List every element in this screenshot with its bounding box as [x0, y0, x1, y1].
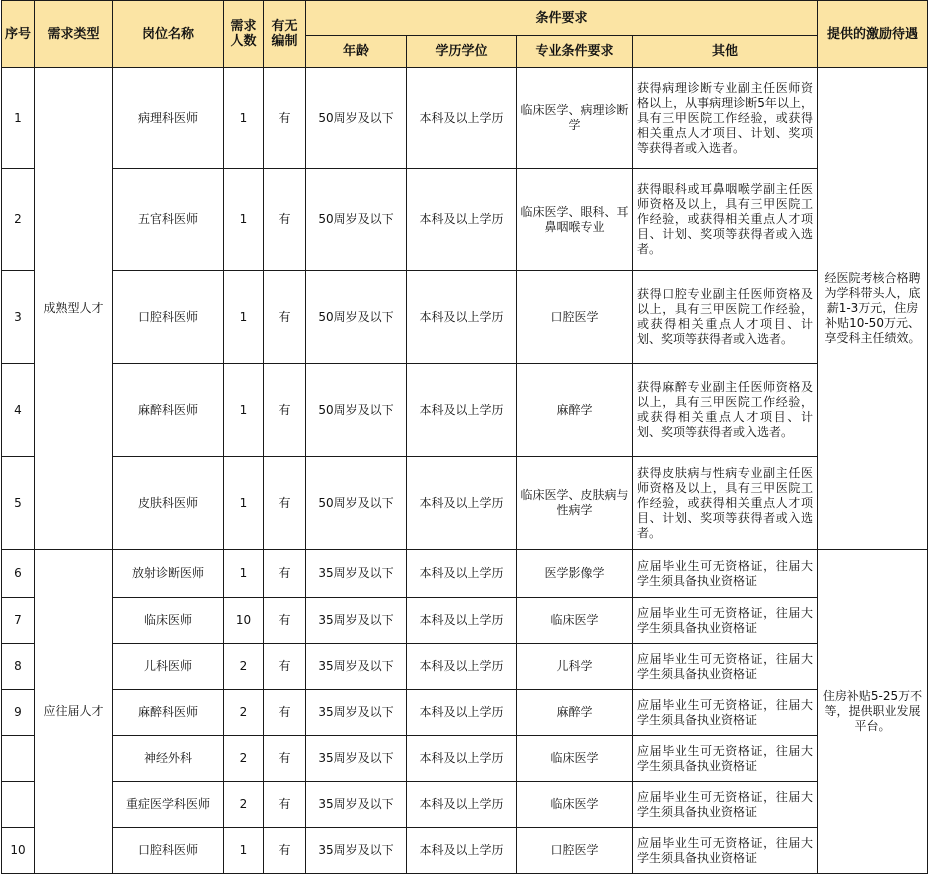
other-cell: 应届毕业生可无资格证，往届大学生须具备执业资格证	[633, 598, 818, 644]
major-cell: 口腔医学	[517, 271, 633, 364]
staffing-cell: 有	[264, 598, 306, 644]
other-cell: 应届毕业生可无资格证，往届大学生须具备执业资格证	[633, 550, 818, 598]
table-row	[2, 550, 928, 598]
age-cell: 50周岁及以下	[306, 457, 407, 550]
other-cell: 获得麻醉专业副主任医师资格及以上，具有三甲医院工作经验，或获得相关重点人才项目、计划、奖项等获得者或入选者。	[633, 364, 818, 457]
other-cell: 获得病理诊断专业副主任医师资格以上，从事病理诊断5年以上，具有三甲医院工作经验，或获得相关重点人才项目、计划、奖项等获得者或入选者。	[633, 68, 818, 169]
education-cell: 本科及以上学历	[407, 598, 517, 644]
age-cell: 35周岁及以下	[306, 690, 407, 736]
header-staffing: 有无编制	[264, 1, 306, 68]
age-cell: 50周岁及以下	[306, 364, 407, 457]
major-cell: 儿科学	[517, 644, 633, 690]
demand-type-cell: 应往届人才	[35, 550, 113, 874]
age-cell: 35周岁及以下	[306, 550, 407, 598]
table-row	[2, 644, 928, 690]
count-cell: 1	[224, 550, 264, 598]
staffing-cell: 有	[264, 457, 306, 550]
staffing-cell: 有	[264, 782, 306, 828]
seq-cell	[2, 782, 35, 828]
staffing-cell: 有	[264, 271, 306, 364]
other-cell: 应届毕业生可无资格证，往届大学生须具备执业资格证	[633, 690, 818, 736]
recruitment-table	[1, 0, 928, 874]
other-cell: 获得眼科或耳鼻咽喉学副主任医师资格及以上，具有三甲医院工作经验，或获得相关重点人才项目、计划、奖项等获得者或入选者。	[633, 169, 818, 271]
major-cell: 临床医学、病理诊断学	[517, 68, 633, 169]
position-cell: 临床医师	[113, 598, 224, 644]
other-cell: 获得口腔专业副主任医师资格及以上，具有三甲医院工作经验，或获得相关重点人才项目、计划、奖项等获得者或入选者。	[633, 271, 818, 364]
table-row	[2, 364, 928, 457]
table-row	[2, 169, 928, 271]
staffing-cell: 有	[264, 169, 306, 271]
staffing-cell: 有	[264, 736, 306, 782]
major-cell: 医学影像学	[517, 550, 633, 598]
position-cell: 神经外科	[113, 736, 224, 782]
count-cell: 2	[224, 736, 264, 782]
position-cell: 麻醉科医师	[113, 690, 224, 736]
table-row	[2, 828, 928, 874]
education-cell: 本科及以上学历	[407, 828, 517, 874]
count-cell: 1	[224, 68, 264, 169]
major-cell: 临床医学	[517, 782, 633, 828]
count-cell: 2	[224, 782, 264, 828]
age-cell: 35周岁及以下	[306, 782, 407, 828]
seq-cell: 6	[2, 550, 35, 598]
seq-cell: 1	[2, 68, 35, 169]
staffing-cell: 有	[264, 644, 306, 690]
seq-cell: 3	[2, 271, 35, 364]
position-cell: 重症医学科医师	[113, 782, 224, 828]
position-cell: 病理科医师	[113, 68, 224, 169]
benefit-cell: 住房补贴5-25万不等，提供职业发展平台。	[818, 550, 928, 874]
header-seq: 序号	[2, 1, 35, 68]
count-cell: 10	[224, 598, 264, 644]
staffing-cell: 有	[264, 550, 306, 598]
header-position: 岗位名称	[113, 1, 224, 68]
count-cell: 1	[224, 271, 264, 364]
staffing-cell: 有	[264, 364, 306, 457]
benefit-cell: 经医院考核合格聘为学科带头人，底薪1-3万元，住房补贴10-50万元、享受科主任绩效。	[818, 68, 928, 550]
count-cell: 1	[224, 169, 264, 271]
major-cell: 临床医学、皮肤病与性病学	[517, 457, 633, 550]
major-cell: 麻醉学	[517, 364, 633, 457]
table-row	[2, 598, 928, 644]
header-demand-type: 需求类型	[35, 1, 113, 68]
header-conditions: 条件要求	[306, 1, 818, 36]
education-cell: 本科及以上学历	[407, 782, 517, 828]
count-cell: 1	[224, 828, 264, 874]
header-age: 年龄	[306, 36, 407, 68]
staffing-cell: 有	[264, 68, 306, 169]
table-row	[2, 782, 928, 828]
position-cell: 放射诊断医师	[113, 550, 224, 598]
position-cell: 口腔科医师	[113, 271, 224, 364]
seq-cell: 4	[2, 364, 35, 457]
header-major: 专业条件要求	[517, 36, 633, 68]
position-cell: 儿科医师	[113, 644, 224, 690]
education-cell: 本科及以上学历	[407, 68, 517, 169]
age-cell: 35周岁及以下	[306, 828, 407, 874]
position-cell: 五官科医师	[113, 169, 224, 271]
seq-cell	[2, 736, 35, 782]
seq-cell: 5	[2, 457, 35, 550]
major-cell: 麻醉学	[517, 690, 633, 736]
staffing-cell: 有	[264, 690, 306, 736]
seq-cell: 7	[2, 598, 35, 644]
count-cell: 2	[224, 690, 264, 736]
age-cell: 50周岁及以下	[306, 169, 407, 271]
position-cell: 皮肤科医师	[113, 457, 224, 550]
header-other: 其他	[633, 36, 818, 68]
position-cell: 麻醉科医师	[113, 364, 224, 457]
education-cell: 本科及以上学历	[407, 271, 517, 364]
seq-cell: 2	[2, 169, 35, 271]
age-cell: 35周岁及以下	[306, 736, 407, 782]
education-cell: 本科及以上学历	[407, 550, 517, 598]
major-cell: 临床医学	[517, 598, 633, 644]
major-cell: 临床医学、眼科、耳鼻咽喉专业	[517, 169, 633, 271]
other-cell: 应届毕业生可无资格证，往届大学生须具备执业资格证	[633, 782, 818, 828]
major-cell: 临床医学	[517, 736, 633, 782]
header-count: 需求人数	[224, 1, 264, 68]
seq-cell: 8	[2, 644, 35, 690]
age-cell: 35周岁及以下	[306, 644, 407, 690]
position-cell: 口腔科医师	[113, 828, 224, 874]
count-cell: 1	[224, 457, 264, 550]
age-cell: 35周岁及以下	[306, 598, 407, 644]
major-cell: 口腔医学	[517, 828, 633, 874]
demand-type-cell: 成熟型人才	[35, 68, 113, 550]
count-cell: 1	[224, 364, 264, 457]
table-row	[2, 271, 928, 364]
header-education: 学历学位	[407, 36, 517, 68]
age-cell: 50周岁及以下	[306, 271, 407, 364]
table-row	[2, 457, 928, 550]
education-cell: 本科及以上学历	[407, 364, 517, 457]
count-cell: 2	[224, 644, 264, 690]
education-cell: 本科及以上学历	[407, 457, 517, 550]
education-cell: 本科及以上学历	[407, 644, 517, 690]
age-cell: 50周岁及以下	[306, 68, 407, 169]
education-cell: 本科及以上学历	[407, 169, 517, 271]
table-row	[2, 690, 928, 736]
other-cell: 应届毕业生可无资格证，往届大学生须具备执业资格证	[633, 736, 818, 782]
other-cell: 获得皮肤病与性病专业副主任医师资格及以上，具有三甲医院工作经验，或获得相关重点人才项目、计划、奖项等获得者或入选者。	[633, 457, 818, 550]
other-cell: 应届毕业生可无资格证，往届大学生须具备执业资格证	[633, 644, 818, 690]
education-cell: 本科及以上学历	[407, 736, 517, 782]
seq-cell: 9	[2, 690, 35, 736]
staffing-cell: 有	[264, 828, 306, 874]
seq-cell: 10	[2, 828, 35, 874]
table-row	[2, 736, 928, 782]
header-benefits: 提供的激励待遇	[818, 1, 928, 68]
education-cell: 本科及以上学历	[407, 690, 517, 736]
table-row	[2, 68, 928, 169]
other-cell: 应届毕业生可无资格证，往届大学生须具备执业资格证	[633, 828, 818, 874]
